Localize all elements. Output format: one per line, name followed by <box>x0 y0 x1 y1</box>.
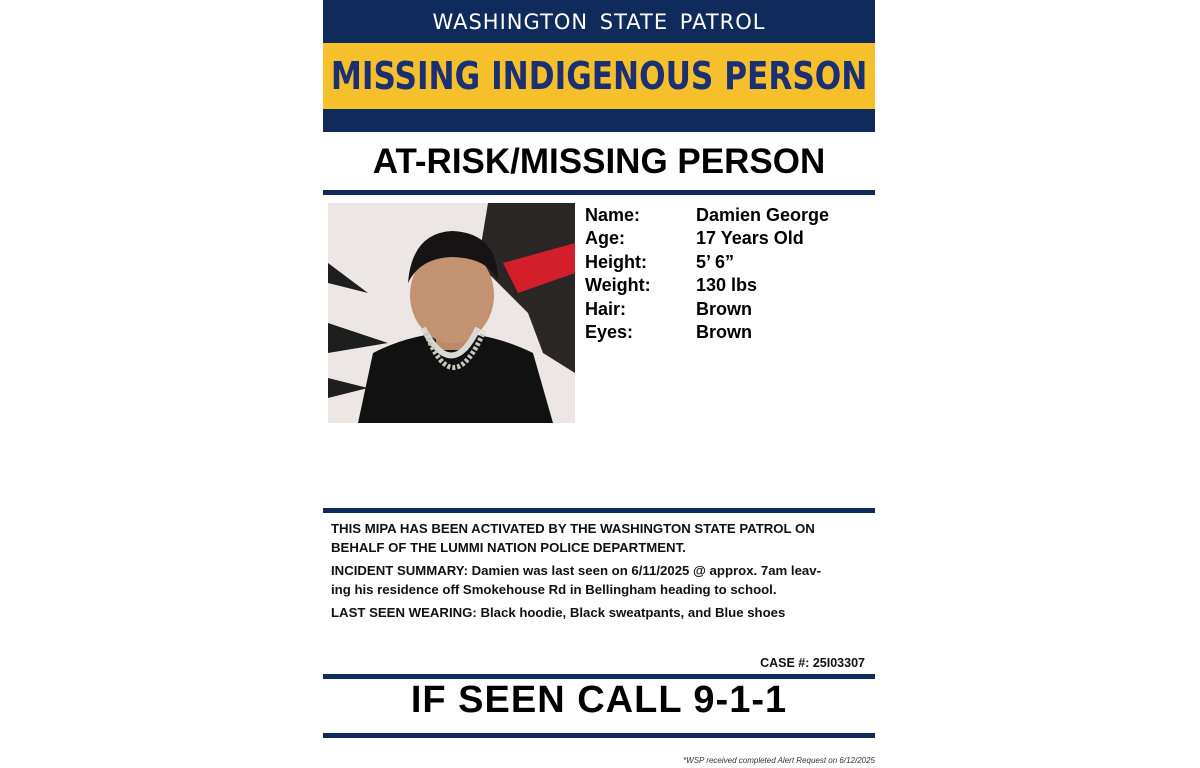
detail-value: Brown <box>696 321 752 342</box>
case-number: CASE #: 25I03307 <box>760 656 865 670</box>
detail-label: Height: <box>585 251 647 272</box>
incident-summary-line: INCIDENT SUMMARY: Damien was last seen on 6/11/2025 @ approx. 7am leav- <box>331 563 821 578</box>
detail-value: 5’ 6” <box>696 251 735 272</box>
detail-label: Name: <box>585 205 641 225</box>
footnote: *WSP received completed Alert Request on 6/12/2025 <box>683 756 875 765</box>
incident-summary-line: ing his residence off Smokehouse Rd in Bellingham heading to school. <box>331 582 777 597</box>
alert-type-title: MISSING INDIGENOUS PERSON <box>330 54 868 98</box>
detail-row-height <box>585 251 875 274</box>
last-seen-wearing: LAST SEEN WEARING: Black hoodie, Black sweatpants, and Blue shoes <box>331 605 786 620</box>
header-bottom-bar <box>323 109 875 132</box>
poster-title: AT-RISK/MISSING PERSON <box>372 142 826 181</box>
activation-statement: THIS MIPA HAS BEEN ACTIVATED BY THE WASHINGTON STATE PATROL ON BEHALF OF THE LUMMI NATION POLICE DEPARTMENT. <box>331 521 815 555</box>
divider-rule <box>323 508 875 513</box>
divider-rule <box>323 733 875 738</box>
call-to-action: IF SEEN CALL 9-1-1 <box>410 679 788 721</box>
detail-row-weight <box>585 274 875 297</box>
detail-value: 17 Years Old <box>696 228 804 249</box>
incident-summary <box>331 561 871 599</box>
agency-name: WASHINGTON STATE PATROL <box>432 9 766 34</box>
alert-type-banner <box>323 43 875 109</box>
detail-row-hair <box>585 298 875 321</box>
missing-person-photo <box>328 203 575 423</box>
detail-label: Age: <box>585 228 625 249</box>
missing-person-poster <box>323 0 875 768</box>
person-details <box>585 204 875 344</box>
detail-row-name <box>585 204 875 227</box>
detail-label: Weight: <box>585 275 651 296</box>
detail-row-eyes <box>585 321 875 344</box>
detail-label: Eyes: <box>585 321 634 342</box>
detail-value: Damien George <box>696 205 830 225</box>
alert-notice <box>331 519 871 626</box>
detail-label: Hair: <box>585 298 627 319</box>
detail-value: Brown <box>696 298 752 319</box>
divider-rule <box>323 190 875 195</box>
detail-row-age <box>585 227 875 250</box>
person-photo-illustration <box>328 203 575 423</box>
agency-banner <box>323 0 875 43</box>
detail-value: 130 lbs <box>696 275 758 296</box>
